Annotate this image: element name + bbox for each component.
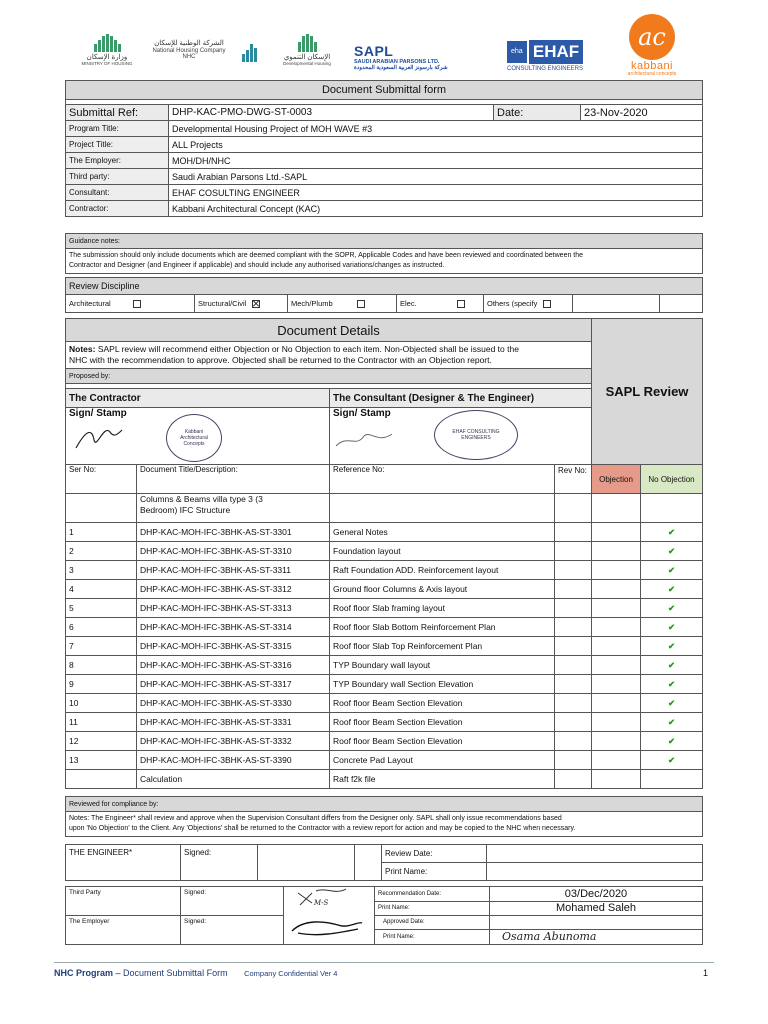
ser-no-cell: 7: [66, 637, 137, 656]
third-party-initials: M-S: [314, 899, 329, 907]
notes-line-1: SAPL review will recommend either Objection or No Objection to each item. Non-Objected shall be issued to the: [95, 344, 519, 354]
page-footer: NHC Program – Document Submittal Form Company Confidential Ver 4 1: [54, 962, 714, 978]
guidance-line-2: Contractor and Designer (and Engineer if applicable) and should include any authorised variations/changes as instructed.: [69, 262, 445, 269]
objection-cell[interactable]: [592, 580, 641, 599]
table-row: [66, 561, 703, 580]
document-rows: [66, 523, 703, 770]
rev-no-cell: [555, 675, 592, 694]
kac-stamp: Kabbani Architectural Concepts: [166, 414, 222, 462]
review-date-label: Review Date:: [382, 845, 487, 863]
program-value: Developmental Housing Project of MOH WAVE #3: [169, 121, 703, 137]
contractor-value: Kabbani Architectural Concept (KAC): [169, 201, 703, 217]
logo-strip: [0, 0, 768, 80]
rev-no-cell: [555, 694, 592, 713]
third-party-signed-label: Signed:: [181, 887, 284, 916]
doc-title-cell: DHP-KAC-MOH-IFC-3BHK-AS-ST-3315: [137, 637, 330, 656]
page-number: 1: [702, 968, 708, 978]
submittal-ref-label: Submittal Ref:: [66, 105, 169, 121]
rev-no-cell: [555, 580, 592, 599]
compliance-table: [65, 796, 703, 837]
project-label: Project Title:: [66, 137, 169, 153]
doc-title-cell: DHP-KAC-MOH-IFC-3BHK-AS-ST-3314: [137, 618, 330, 637]
contractor-heading: The Contractor: [66, 389, 330, 408]
no-objection-check-icon[interactable]: ✔: [641, 713, 703, 732]
notes-label: Notes:: [69, 344, 96, 354]
others-specify-field[interactable]: [573, 295, 660, 313]
third-party-print-name-label: Print Name:: [375, 901, 490, 916]
third-party-print-name-value: Mohamed Saleh: [490, 901, 703, 916]
ser-no-cell: 11: [66, 713, 137, 732]
employer-signature: [288, 915, 364, 939]
table-row: [66, 675, 703, 694]
compliance-label: Reviewed for compliance by:: [66, 797, 703, 812]
compliance-note-1: Notes: The Engineer* shall review and approve when the Supervision Consultant differs from the Designer only. SAPL shall only issue recommendations based: [69, 815, 562, 822]
reference-cell: Raft Foundation ADD. Reinforcement layout: [330, 561, 555, 580]
structural-label: Structural/Civil: [198, 298, 247, 308]
footer-form: Document Submittal Form: [123, 968, 228, 978]
doc-title-cell: DHP-KAC-MOH-IFC-3BHK-AS-ST-3331: [137, 713, 330, 732]
doc-title-cell: DHP-KAC-MOH-IFC-3BHK-AS-ST-3330: [137, 694, 330, 713]
doc-title-cell: DHP-KAC-MOH-IFC-3BHK-AS-ST-3310: [137, 542, 330, 561]
submittal-header-table: [65, 80, 703, 217]
table-row: [66, 618, 703, 637]
dev-housing-icon: [298, 34, 317, 52]
employer-print-name-value: Osama Abunoma: [490, 929, 703, 944]
project-value: ALL Projects: [169, 137, 703, 153]
architectural-label: Architectural: [69, 298, 111, 308]
employer-value: MOH/DH/NHC: [169, 153, 703, 169]
engineer-signature-field[interactable]: [258, 845, 355, 881]
no-objection-check-icon[interactable]: ✔: [641, 542, 703, 561]
objection-cell[interactable]: [592, 637, 641, 656]
calculation-doc: Calculation: [137, 770, 330, 789]
doc-title-cell: DHP-KAC-MOH-IFC-3BHK-AS-ST-3313: [137, 599, 330, 618]
engineer-print-name-label: Print Name:: [382, 863, 487, 881]
review-discipline-table: [65, 277, 703, 313]
employer-signed-label: Signed:: [181, 916, 284, 945]
doc-title-cell: DHP-KAC-MOH-IFC-3BHK-AS-ST-3390: [137, 751, 330, 770]
submittal-ref-value: DHP-KAC-PMO-DWG-ST-0003: [169, 105, 494, 121]
rev-no-cell: [555, 713, 592, 732]
objection-cell[interactable]: [592, 656, 641, 675]
doc-title-cell: DHP-KAC-MOH-IFC-3BHK-AS-ST-3316: [137, 656, 330, 675]
col-no-objection: No Objection: [641, 465, 703, 494]
ehaf-mark-icon: eha: [507, 41, 527, 63]
consultant-label: Consultant:: [66, 185, 169, 201]
ser-no-cell: 12: [66, 732, 137, 751]
doc-title-cell: DHP-KAC-MOH-IFC-3BHK-AS-ST-3301: [137, 523, 330, 542]
mech-label: Mech/Plumb: [291, 298, 333, 308]
reference-cell: Roof floor Slab framing layout: [330, 599, 555, 618]
col-rev-no: Rev No:: [555, 465, 592, 494]
ehaf-stamp: EHAF CONSULTING ENGINEERS: [434, 410, 518, 460]
architectural-checkbox[interactable]: [133, 300, 141, 308]
no-objection-check-icon[interactable]: ✔: [641, 599, 703, 618]
ser-no-cell: 1: [66, 523, 137, 542]
reference-cell: Foundation layout: [330, 542, 555, 561]
doc-title-cell: DHP-KAC-MOH-IFC-3BHK-AS-ST-3311: [137, 561, 330, 580]
objection-cell[interactable]: [592, 523, 641, 542]
contractor-sign-stamp-label: Sign/ Stamp: [69, 408, 127, 419]
reference-cell: Roof floor Slab Bottom Reinforcement Plan: [330, 618, 555, 637]
date-label: Date:: [494, 105, 581, 121]
moh-logo-icon: [94, 34, 121, 52]
table-row: [66, 713, 703, 732]
table-row: [66, 599, 703, 618]
col-doc-title: Document Title/Description:: [137, 465, 330, 494]
elec-checkbox[interactable]: [457, 300, 465, 308]
objection-cell[interactable]: [592, 675, 641, 694]
date-value: 23-Nov-2020: [581, 105, 703, 121]
guidance-label: Guidance notes:: [66, 234, 703, 249]
others-checkbox[interactable]: [543, 300, 551, 308]
rev-no-cell: [555, 561, 592, 580]
rev-no-cell: [555, 599, 592, 618]
no-objection-check-icon[interactable]: ✔: [641, 561, 703, 580]
sapl-review-title: SAPL Review: [592, 319, 703, 465]
form-title: Document Submittal form: [66, 81, 703, 100]
group-title-line-1: Columns & Beams villa type 3 (3: [140, 494, 263, 504]
nhc-bars-icon: [234, 44, 264, 64]
rev-no-cell: [555, 732, 592, 751]
approval-table: [65, 886, 703, 945]
no-objection-check-icon[interactable]: ✔: [641, 751, 703, 770]
review-discipline-label: Review Discipline: [66, 278, 703, 295]
approved-date-label: Approved Date:: [375, 916, 490, 930]
no-objection-check-icon[interactable]: ✔: [641, 580, 703, 599]
table-row: [66, 637, 703, 656]
proposed-by-label: Proposed by:: [66, 369, 592, 384]
table-row: [66, 732, 703, 751]
employer-approval-label: The Employer: [66, 916, 181, 945]
reference-cell: TYP Boundary wall Section Elevation: [330, 675, 555, 694]
objection-cell[interactable]: [592, 618, 641, 637]
recommendation-date-value: 03/Dec/2020: [490, 887, 703, 902]
mech-checkbox[interactable]: [357, 300, 365, 308]
no-objection-check-icon[interactable]: ✔: [641, 618, 703, 637]
consultant-value: EHAF COSULTING ENGINEER: [169, 185, 703, 201]
engineer-signed-label: Signed:: [181, 845, 258, 881]
col-ser-no: Ser No:: [66, 465, 137, 494]
rev-no-cell: [555, 637, 592, 656]
objection-cell[interactable]: [592, 751, 641, 770]
table-row: [66, 580, 703, 599]
rev-no-cell: [555, 751, 592, 770]
rev-no-cell: [555, 618, 592, 637]
nhc-logo: الشركة الوطنية للإسكان National Housing Company NHC: [152, 40, 226, 61]
no-objection-check-icon[interactable]: ✔: [641, 732, 703, 751]
contractor-label: Contractor:: [66, 201, 169, 217]
compliance-note-2: upon 'No Objection' to the Client. Any 'Objections' shall be returned to the Contractor with a review report for action and may be copied to the NHC when necessary.: [69, 825, 576, 832]
doc-title-cell: DHP-KAC-MOH-IFC-3BHK-AS-ST-3312: [137, 580, 330, 599]
objection-cell[interactable]: [592, 542, 641, 561]
developmental-housing-logo: الإسكان التنموي Developmental Housing: [276, 34, 338, 67]
objection-cell[interactable]: [592, 599, 641, 618]
no-objection-check-icon[interactable]: ✔: [641, 675, 703, 694]
reference-cell: Ground floor Columns & Axis layout: [330, 580, 555, 599]
no-objection-check-icon[interactable]: ✔: [641, 694, 703, 713]
reference-cell: Concrete Pad Layout: [330, 751, 555, 770]
objection-cell[interactable]: [592, 713, 641, 732]
rev-no-cell: [555, 656, 592, 675]
calculation-ref: Raft f2k file: [330, 770, 555, 789]
recommendation-date-label: Recommendation Date:: [375, 887, 490, 902]
objection-cell[interactable]: [592, 561, 641, 580]
document-details-table: [65, 318, 703, 789]
consultant-signature: [334, 428, 394, 452]
guidance-line-1: The submission should only include documents which are deemed compliant with the SOPR, Applicable Codes and have been reviewed and coordinated between the: [69, 252, 584, 259]
document-details-title: Document Details: [66, 319, 592, 342]
objection-cell[interactable]: [592, 694, 641, 713]
footer-program: NHC Program: [54, 968, 114, 978]
table-row: [66, 656, 703, 675]
kac-mark-icon: ac: [629, 14, 675, 60]
reference-cell: General Notes: [330, 523, 555, 542]
reference-cell: Roof floor Beam Section Elevation: [330, 694, 555, 713]
employer-print-name-label: Print Name:: [375, 929, 490, 944]
guidance-table: [65, 233, 703, 274]
ser-no-cell: 2: [66, 542, 137, 561]
ser-no-cell: 9: [66, 675, 137, 694]
ser-no-cell: 5: [66, 599, 137, 618]
table-row: [66, 751, 703, 770]
ser-no-cell: 4: [66, 580, 137, 599]
sapl-logo: SAPL SAUDI ARABIAN PARSONS LTD. شركة بارسونز العربية السعودية المحدودة: [354, 43, 448, 72]
third-party-value: Saudi Arabian Parsons Ltd.-SAPL: [169, 169, 703, 185]
no-objection-check-icon[interactable]: ✔: [641, 523, 703, 542]
review-date-field[interactable]: [487, 845, 703, 863]
reference-cell: Roof floor Beam Section Elevation: [330, 732, 555, 751]
structural-checkbox[interactable]: [252, 300, 260, 308]
others-label: Others (specify: [487, 298, 538, 308]
approved-date-field[interactable]: [490, 916, 703, 930]
notes-line-2: NHC with the recommendation to approve. Objected shall be returned to the Contractor with an Objection report.: [69, 355, 492, 365]
ser-no-cell: 6: [66, 618, 137, 637]
kabbani-logo: ac kabbani architectural concepts: [620, 14, 684, 78]
ser-no-cell: 10: [66, 694, 137, 713]
consultant-heading: The Consultant (Designer & The Engineer): [330, 389, 592, 408]
rev-no-cell: [555, 542, 592, 561]
doc-title-cell: DHP-KAC-MOH-IFC-3BHK-AS-ST-3332: [137, 732, 330, 751]
col-objection: Objection: [592, 465, 641, 494]
moh-logo: وزارة الإسكان MINISTRY OF HOUSING: [80, 34, 134, 67]
group-title-line-2: Bedroom) IFC Structure: [140, 505, 231, 515]
table-row: [66, 694, 703, 713]
doc-title-cell: DHP-KAC-MOH-IFC-3BHK-AS-ST-3317: [137, 675, 330, 694]
ehaf-logo: eha EHAF CONSULTING ENGINEERS: [507, 42, 583, 72]
employer-label: The Employer:: [66, 153, 169, 169]
program-label: Program Title:: [66, 121, 169, 137]
engineer-label: THE ENGINEER*: [66, 845, 181, 881]
table-row: [66, 523, 703, 542]
engineer-print-name-field[interactable]: [487, 863, 703, 881]
engineer-table: [65, 844, 703, 881]
col-reference: Reference No:: [330, 465, 555, 494]
objection-cell[interactable]: [592, 732, 641, 751]
no-objection-check-icon[interactable]: ✔: [641, 637, 703, 656]
no-objection-check-icon[interactable]: ✔: [641, 656, 703, 675]
elec-label: Elec.: [400, 298, 417, 308]
consultant-sign-stamp-label: Sign/ Stamp: [333, 408, 391, 419]
third-party-label: Third party:: [66, 169, 169, 185]
reference-cell: Roof floor Beam Section Elevation: [330, 713, 555, 732]
rev-no-cell: [555, 523, 592, 542]
ser-no-cell: 3: [66, 561, 137, 580]
footer-confidential: Company Confidential Ver 4: [244, 969, 338, 978]
third-party-approval-label: Third Party: [66, 887, 181, 916]
reference-cell: Roof floor Slab Top Reinforcement Plan: [330, 637, 555, 656]
ser-no-cell: 13: [66, 751, 137, 770]
contractor-signature: [74, 422, 124, 452]
table-row: [66, 542, 703, 561]
reference-cell: TYP Boundary wall layout: [330, 656, 555, 675]
ser-no-cell: 8: [66, 656, 137, 675]
